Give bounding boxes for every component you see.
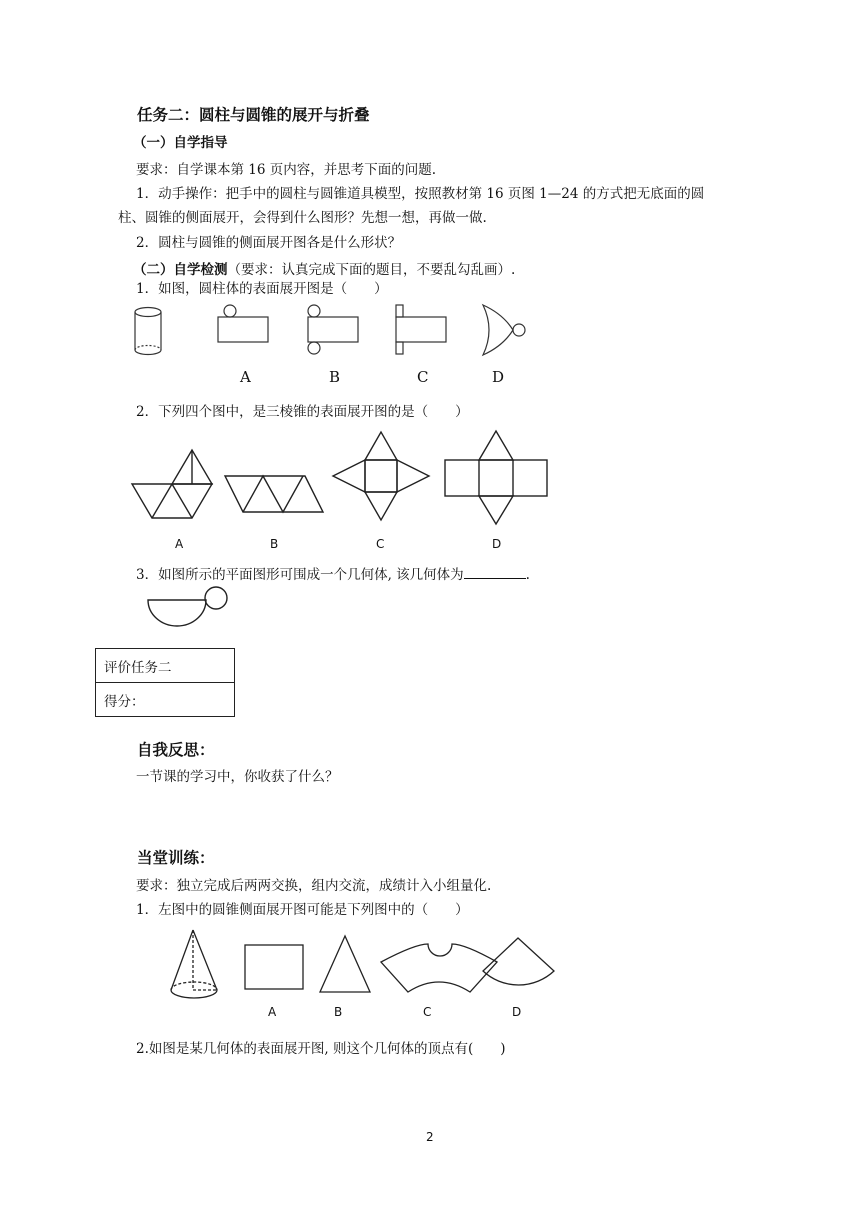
training-question-2: 2.如图是某几何体的表面展开图, 则这个几何体的顶点有( ) xyxy=(136,1041,506,1057)
self-study-requirement: 要求：自学课本第 16 页内容，并思考下面的问题. xyxy=(136,162,437,178)
check-question-1: 1．如图，圆柱体的表面展开图是（ ） xyxy=(136,281,388,297)
self-check-title: （二）自学检测 xyxy=(133,262,228,278)
question-1-line-2: 柱、圆锥的侧面展开，会得到什么图形？先想一想，再做一做. xyxy=(118,210,487,226)
training-q1-option-a: A xyxy=(268,1005,277,1019)
answer-blank xyxy=(464,566,526,579)
page-number: 2 xyxy=(426,1130,434,1144)
training-q1-option-b: B xyxy=(334,1005,343,1019)
check-q1-option-b: B xyxy=(329,368,341,386)
training-title: 当堂训练： xyxy=(137,849,215,867)
reflection-question: 一节课的学习中，你收获了什么？ xyxy=(136,769,339,785)
check-question-3 xyxy=(136,566,530,584)
check-q3-text: 3．如图所示的平面图形可围成一个几何体, 该几何体为 xyxy=(136,567,464,583)
check-q1-option-a: A xyxy=(240,368,251,386)
training-requirement: 要求：独立完成后两两交换，组内交流，成绩计入小组量化. xyxy=(136,878,492,894)
section-self-check xyxy=(133,261,515,279)
check-q1-option-c: C xyxy=(417,368,429,386)
check-q2-option-a: A xyxy=(175,537,184,551)
cone-net-figure xyxy=(146,586,236,626)
check-q2-option-c: C xyxy=(376,537,385,551)
tetrahedron-nets-figure xyxy=(130,428,560,523)
question-2: 2．圆柱与圆锥的侧面展开图各是什么形状？ xyxy=(136,235,402,251)
self-check-requirement: （要求：认真完成下面的题目，不要乱勾乱画）. xyxy=(227,262,516,278)
check-question-2: 2．下列四个图中，是三棱锥的表面展开图的是（ ） xyxy=(136,404,469,420)
training-q1-option-d: D xyxy=(512,1005,522,1019)
reflection-title: 自我反思： xyxy=(137,741,215,759)
check-q3-end: . xyxy=(525,567,530,583)
evaluation-task-label: 评价任务二 xyxy=(96,649,235,683)
cone-development-figure xyxy=(165,928,565,1008)
question-1-line-1: 1．动手操作：把手中的圆柱与圆锥道具模型，按照教材第 16 页图 1—24 的方式把无底面的圆 xyxy=(136,186,705,202)
check-q2-option-b: B xyxy=(270,537,279,551)
section-self-study-guide: （一）自学指导 xyxy=(133,135,228,151)
training-question-1: 1．左图中的圆锥侧面展开图可能是下列图中的（ ） xyxy=(136,902,469,918)
check-q1-option-d: D xyxy=(492,368,505,386)
score-label: 得分： xyxy=(96,683,235,717)
evaluation-table xyxy=(95,648,235,717)
training-q1-option-c: C xyxy=(423,1005,432,1019)
task2-title: 任务二：圆柱与圆锥的展开与折叠 xyxy=(137,106,370,124)
check-q2-option-d: D xyxy=(492,537,502,551)
